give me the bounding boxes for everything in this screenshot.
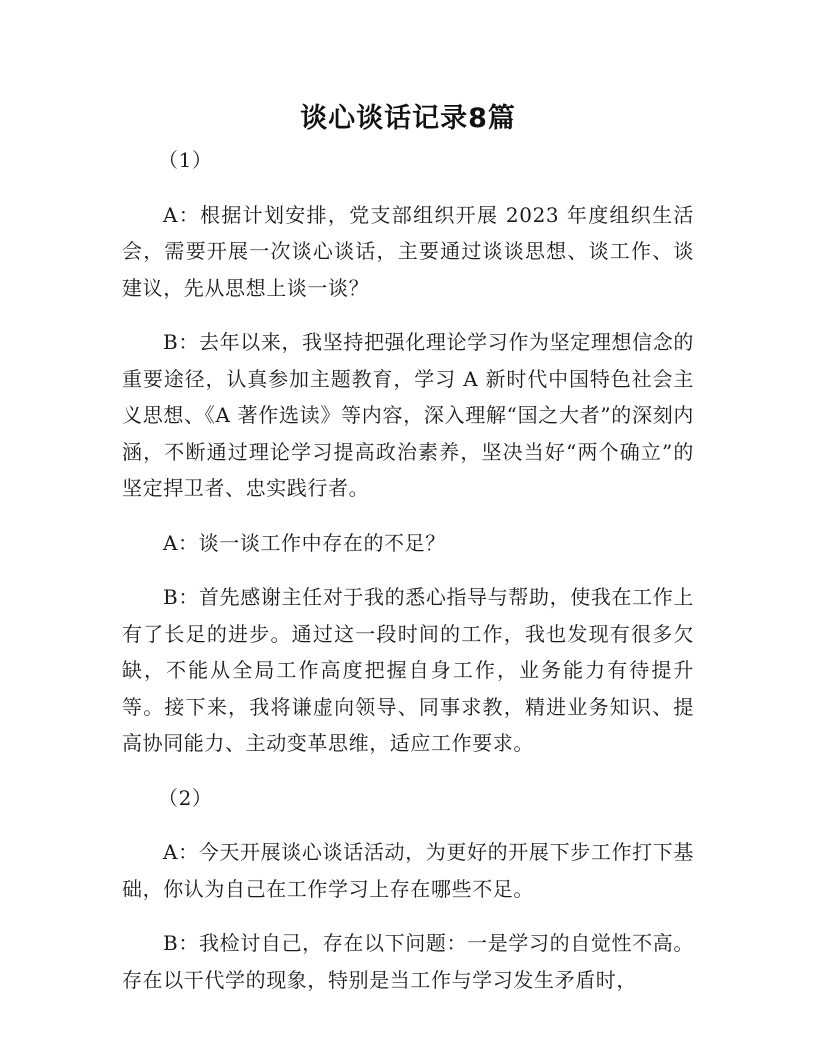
paragraph: A：根据计划安排，党支部组织开展 2023 年度组织生活会，需要开展一次谈心谈话，主要通过谈谈思想、谈工作、谈建议，先从思想上谈一谈？ — [122, 202, 694, 300]
document-body — [122, 142, 694, 1016]
paragraph: B：我检讨自己，存在以下问题：一是学习的自觉性不高。存在以干代学的现象，特别是当工作与学习发生矛盾时， — [122, 931, 694, 992]
document-title: 谈心谈话记录8篇 — [300, 103, 516, 134]
paragraph: A：谈一谈工作中存在的不足？ — [163, 530, 446, 555]
paragraph: B：首先感谢主任对于我的悉心指导与帮助，使我在工作上有了长足的进步。通过这一段时间的工作，我也发现有很多欠缺，不能从全局工作高度把握自身工作，业务能力有待提升等。接下来，我将谦虚向领导、同事求教，精进业务知识、提高协同能力、主动变革思维，适应工作要求。 — [122, 585, 694, 755]
paragraph: A：今天开展谈心谈话活动，为更好的开展下步工作打下基础，你认为自己在工作学习上存在哪些不足。 — [122, 840, 694, 901]
paragraph: B：去年以来，我坚持把强化理论学习作为坚定理想信念的重要途径，认真参加主题教育，学习 A 新时代中国特色社会主义思想、《A 著作选读》等内容，深入理解“国之大者”的深刻内涵，不断通过理论学习提高政治素养，坚决当好“两个确立”的坚定捍卫者、忠实践行者。 — [122, 330, 694, 500]
section-heading-1: （1） — [158, 148, 213, 172]
section-heading-2: （2） — [158, 785, 213, 810]
